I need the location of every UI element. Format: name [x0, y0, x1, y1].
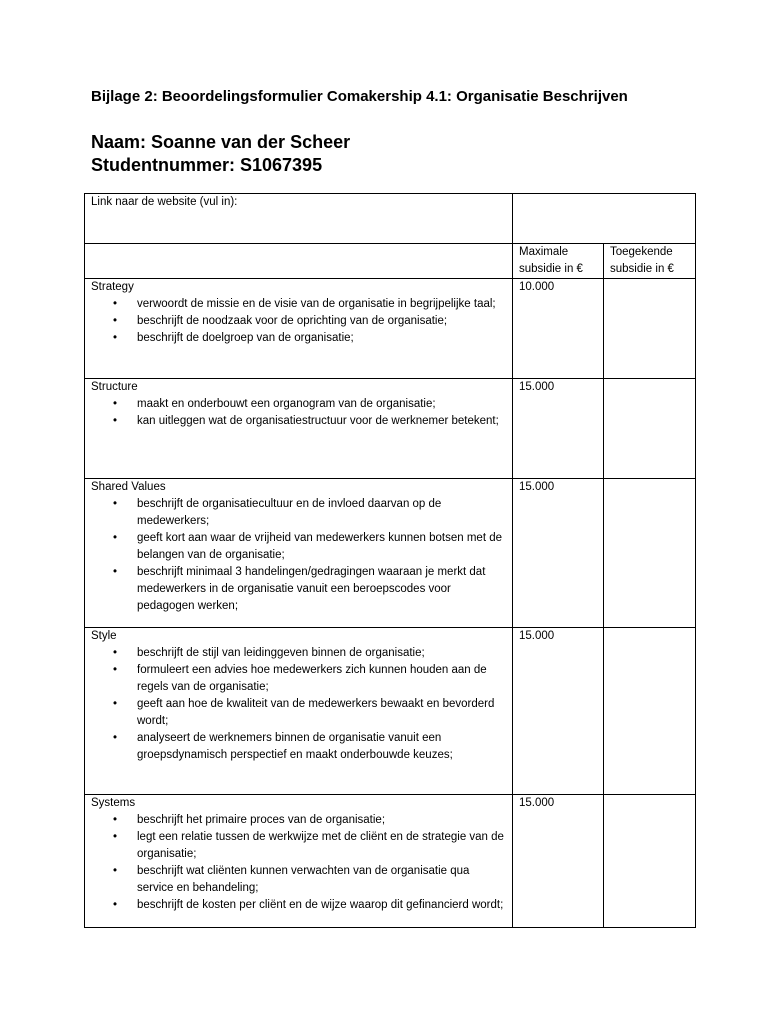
category-title: Systems — [91, 797, 136, 809]
assessment-table — [84, 193, 696, 928]
awarded-subsidy-field[interactable] — [604, 628, 696, 795]
criteria-list — [91, 496, 506, 615]
category-title: Style — [91, 630, 117, 642]
category-row-strategy — [85, 279, 696, 379]
link-value-field[interactable] — [513, 194, 696, 244]
criterion-item: • beschrijft de kosten per cliënt en de wijze waarop dit gefinancierd wordt; — [137, 897, 506, 914]
criterion-item: • beschrijft minimaal 3 handelingen/gedragingen waaraan je merkt dat medewerkers in de organisatie vanuit een beroepscodes voor pedagogen werken; — [137, 564, 506, 615]
link-row — [85, 194, 696, 244]
criterion-item: • geeft kort aan waar de vrijheid van medewerkers kunnen botsen met de belangen van de organisatie; — [137, 530, 506, 564]
criteria-list — [91, 645, 506, 764]
student-name: Naam: Soanne van der Scheer — [91, 132, 351, 152]
category-title: Structure — [91, 381, 138, 393]
max-subsidy-value: 15.000 — [513, 795, 604, 928]
awarded-subsidy-field[interactable] — [604, 795, 696, 928]
category-title: Shared Values — [91, 481, 166, 493]
criterion-item: • beschrijft de stijl van leidinggeven binnen de organisatie; — [137, 645, 506, 662]
category-cell — [85, 628, 513, 795]
criterion-item: • kan uitleggen wat de organisatiestructuur voor de werknemer betekent; — [137, 413, 506, 430]
document-subtitle: Bijlage 2: Beoordelingsformulier Comakership 4.1: Organisatie Beschrijven — [91, 88, 628, 105]
criteria-list — [91, 396, 506, 430]
criterion-item: • beschrijft de organisatiecultuur en de invloed daarvan op de medewerkers; — [137, 496, 506, 530]
category-title: Strategy — [91, 281, 134, 293]
col-max-header: Maximale subsidie in € — [513, 244, 604, 279]
criterion-item: • verwoordt de missie en de visie van de organisatie in begrijpelijke taal; — [137, 296, 506, 313]
category-row-shared-values — [85, 479, 696, 628]
criteria-list — [91, 296, 506, 347]
category-row-style — [85, 628, 696, 795]
criterion-item: • beschrijft de doelgroep van de organisatie; — [137, 330, 506, 347]
criterion-item: • legt een relatie tussen de werkwijze met de cliënt en de strategie van de organisatie; — [137, 829, 506, 863]
category-cell — [85, 795, 513, 928]
col-awarded-header: Toegekende subsidie in € — [604, 244, 696, 279]
criterion-item: • beschrijft het primaire proces van de organisatie; — [137, 812, 506, 829]
criterion-item: • formuleert een advies hoe medewerkers zich kunnen houden aan de regels van de organisatie; — [137, 662, 506, 696]
student-number: Studentnummer: S1067395 — [91, 155, 323, 175]
criteria-list — [91, 812, 506, 914]
max-subsidy-value: 15.000 — [513, 379, 604, 479]
header-empty-cell — [85, 244, 513, 279]
criterion-item: • analyseert de werknemers binnen de organisatie vanuit een groepsdynamisch perspectief en maakt onderbouwde keuzes; — [137, 730, 506, 764]
criterion-item: • maakt en onderbouwt een organogram van de organisatie; — [137, 396, 506, 413]
max-subsidy-value: 15.000 — [513, 479, 604, 628]
awarded-subsidy-field[interactable] — [604, 479, 696, 628]
criterion-item: • beschrijft wat cliënten kunnen verwachten van de organisatie qua service en behandeling; — [137, 863, 506, 897]
awarded-subsidy-field[interactable] — [604, 379, 696, 479]
awarded-subsidy-field[interactable] — [604, 279, 696, 379]
link-label: Link naar de website (vul in): — [85, 194, 513, 244]
criterion-item: • geeft aan hoe de kwaliteit van de medewerkers bewaakt en bevorderd wordt; — [137, 696, 506, 730]
category-row-structure — [85, 379, 696, 479]
max-subsidy-value: 15.000 — [513, 628, 604, 795]
category-cell — [85, 379, 513, 479]
category-row-systems — [85, 795, 696, 928]
category-cell — [85, 279, 513, 379]
category-cell — [85, 479, 513, 628]
criterion-item: • beschrijft de noodzaak voor de oprichting van de organisatie; — [137, 313, 506, 330]
max-subsidy-value: 10.000 — [513, 279, 604, 379]
header-row — [85, 244, 696, 279]
